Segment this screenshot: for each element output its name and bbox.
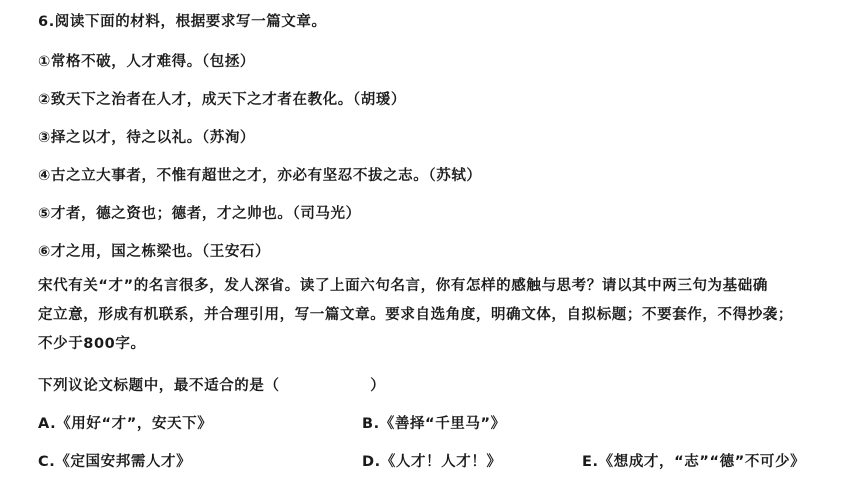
sub-question: 下列议论文标题中，最不适合的是（ ） bbox=[38, 378, 386, 394]
quote-6: ⑥才之用，国之栋梁也。（王安石） bbox=[38, 244, 271, 260]
option-e: E.《想成才，“志”“德”不可少》 bbox=[582, 454, 806, 470]
prompt-line-1: 宋代有关“才”的名言很多，发人深省。读了上面六句名言，你有怎样的感触与思考？请以其中两三句为基础确 bbox=[38, 278, 768, 294]
option-d: D.《人才！人才！》 bbox=[362, 454, 502, 470]
quote-5: ⑤才者，德之资也；德者，才之帅也。（司马光） bbox=[38, 206, 361, 222]
quote-2: ②致天下之治者在人才，成天下之才者在教化。（胡瑗） bbox=[38, 92, 407, 108]
quote-1: ①常格不破，人才难得。（包拯） bbox=[38, 54, 256, 70]
quote-4: ④古之立大事者，不惟有超世之才，亦必有坚忍不拔之志。（苏轼） bbox=[38, 168, 482, 184]
writing-prompt bbox=[38, 272, 838, 359]
quote-3: ③择之以才，待之以礼。（苏洵） bbox=[38, 130, 256, 146]
question-title: 6.阅读下面的材料，根据要求写一篇文章。 bbox=[38, 14, 327, 30]
option-c: C.《定国安邦需人才》 bbox=[38, 454, 192, 470]
option-b: B.《善择“千里马”》 bbox=[362, 416, 506, 432]
prompt-line-2: 定立意，形成有机联系，并合理引用，写一篇文章。要求自选角度，明确文体，自拟标题；不要套作，不得抄袭； bbox=[38, 307, 793, 323]
prompt-line-3: 不少于800字。 bbox=[38, 336, 146, 352]
option-a: A.《用好“才”，安天下》 bbox=[38, 416, 213, 432]
